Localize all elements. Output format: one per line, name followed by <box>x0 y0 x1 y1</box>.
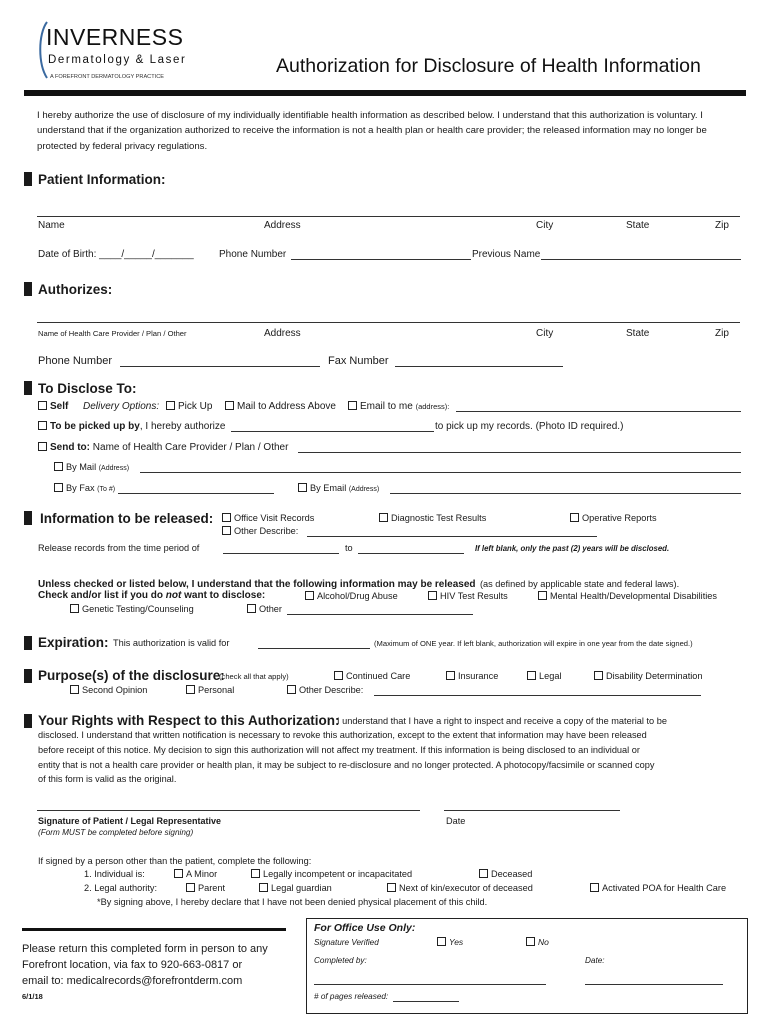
email-checkbox[interactable] <box>348 401 357 410</box>
expiration-line[interactable] <box>258 648 370 649</box>
provider-fax-label: Fax Number <box>328 355 389 367</box>
disclose-heading: To Disclose To: <box>38 381 137 396</box>
picked-up-tail: to pick up my records. (Photo ID required.) <box>435 421 624 432</box>
rights-line-4: of this form is valid as the original. <box>38 774 177 784</box>
return-line-1: Please return this completed form in person to any <box>22 943 268 955</box>
individual-label: 1. Individual is: <box>84 869 145 879</box>
disability-checkbox[interactable] <box>594 671 603 680</box>
patient-name-label: Name <box>38 220 65 231</box>
period-label: Release records from the time period of <box>38 543 200 553</box>
by-mail-label: By Mail <box>66 462 97 472</box>
expiration-text: This authorization is valid for <box>113 638 230 648</box>
patient-phone-label: Phone Number <box>219 249 287 260</box>
parent-checkbox[interactable] <box>186 883 195 892</box>
logo-name: INVERNESS <box>46 24 184 50</box>
section-marker <box>24 714 32 728</box>
section-marker <box>24 511 32 525</box>
rights-heading: Your Rights with Respect to this Authorization: <box>38 713 340 728</box>
section-marker <box>24 381 32 395</box>
legal-label: Legal <box>539 671 562 681</box>
signature-line[interactable] <box>37 810 420 811</box>
delivery-options-label: Delivery Options: <box>83 401 160 412</box>
pickup-label: Pick Up <box>178 401 213 412</box>
period-from-line[interactable] <box>223 553 339 554</box>
purpose-other-option[interactable] <box>287 685 363 695</box>
guardian-label: Legal guardian <box>271 883 332 893</box>
mail-option[interactable] <box>225 401 336 412</box>
minor-option[interactable] <box>174 869 217 879</box>
by-email-label: By Email <box>310 483 347 493</box>
by-mail-option[interactable] <box>54 462 129 472</box>
alcohol-option[interactable] <box>305 591 398 601</box>
insurance-checkbox[interactable] <box>446 671 455 680</box>
alcohol-checkbox[interactable] <box>305 591 314 600</box>
authority-label: 2. Legal authority: <box>84 883 158 893</box>
hiv-option[interactable] <box>428 591 508 601</box>
by-email-checkbox[interactable] <box>298 483 307 492</box>
period-to-label: to <box>345 543 353 553</box>
office-no-checkbox[interactable] <box>526 937 535 946</box>
mental-label: Mental Health/Developmental Disabilities <box>550 591 717 601</box>
by-email-note: (Address) <box>348 486 380 493</box>
dob-field[interactable]: Date of Birth: ____/_____/_______ <box>38 249 194 260</box>
return-line-3: email to: medicalrecords@forefrontderm.com <box>22 975 243 987</box>
released-other-line[interactable] <box>307 536 597 537</box>
email-option[interactable] <box>348 401 449 412</box>
office-verified: Signature Verified <box>314 938 379 947</box>
office-completed: Completed by: <box>314 956 367 965</box>
check-not: not <box>165 590 182 601</box>
previous-name-line[interactable] <box>541 259 741 260</box>
provider-fax-line[interactable] <box>395 366 563 367</box>
personal-label: Personal <box>198 685 235 695</box>
signature-label: Signature of Patient / Legal Representative <box>38 816 222 826</box>
parent-option[interactable] <box>186 883 225 893</box>
unless-note: (as defined by applicable state and federal laws). <box>479 579 680 589</box>
unless-other-line[interactable] <box>287 614 473 615</box>
section-marker <box>24 636 32 650</box>
patient-state-label: State <box>626 220 650 231</box>
hiv-label: HIV Test Results <box>440 591 508 601</box>
minor-label: A Minor <box>186 869 218 879</box>
office-yes-option[interactable] <box>437 937 463 947</box>
mail-checkbox[interactable] <box>225 401 234 410</box>
provider-city-label: City <box>536 328 554 339</box>
by-mail-line[interactable] <box>140 472 741 473</box>
signature-date-label: Date <box>446 816 466 826</box>
logo-sub: Dermatology & Laser <box>48 54 187 66</box>
email-address-line[interactable] <box>456 411 741 412</box>
email-note: (address): <box>415 402 450 411</box>
legal-option[interactable] <box>527 671 561 681</box>
return-line-2: Forefront location, via fax to 920-663-0817 or <box>22 959 243 971</box>
minor-checkbox[interactable] <box>174 869 183 878</box>
deceased-checkbox[interactable] <box>479 869 488 878</box>
form-version: 6/1/18 <box>22 992 43 1001</box>
by-fax-line[interactable] <box>118 493 274 494</box>
deceased-label: Deceased <box>491 869 533 879</box>
purpose-other-label: Other Describe: <box>299 685 364 695</box>
office-visit-checkbox[interactable] <box>222 513 231 522</box>
picked-up-line[interactable] <box>231 431 434 432</box>
section-marker <box>24 282 32 296</box>
patient-city-label: City <box>536 220 554 231</box>
by-mail-note: (Address) <box>98 465 130 472</box>
office-date: Date: <box>585 956 605 965</box>
period-blank-note: If left blank, only the past (2) years will be disclosed. <box>475 544 670 553</box>
office-title: For Office Use Only: <box>314 922 416 934</box>
expiration-note: (Maximum of ONE year. If left blank, authorization will expire in one year from the date signed.) <box>374 639 693 648</box>
continued-care-checkbox[interactable] <box>334 671 343 680</box>
rights-line-1: disclosed. I understand that written notification is necessary to revoke this authorization, except to the extent that information may have been released <box>38 730 647 740</box>
purpose-note: (check all that apply) <box>219 672 289 681</box>
signature-date-line[interactable] <box>444 810 620 811</box>
poa-checkbox[interactable] <box>590 883 599 892</box>
incompetent-option[interactable] <box>251 869 412 879</box>
by-fax-label: By Fax <box>66 483 95 493</box>
kin-checkbox[interactable] <box>387 883 396 892</box>
guardian-checkbox[interactable] <box>259 883 268 892</box>
pickup-checkbox[interactable] <box>166 401 175 410</box>
personal-checkbox[interactable] <box>186 685 195 694</box>
poa-label: Activated POA for Health Care <box>602 883 727 893</box>
diagnostic-checkbox[interactable] <box>379 513 388 522</box>
released-other-checkbox[interactable] <box>222 526 231 535</box>
section-marker <box>24 172 32 186</box>
purpose-heading: Purpose(s) of the disclosure: <box>38 668 225 683</box>
patient-address-label: Address <box>264 220 301 231</box>
provider-zip-label: Zip <box>715 328 729 339</box>
disability-option[interactable] <box>594 671 703 681</box>
incompetent-label: Legally incompetent or incapacitated <box>263 869 413 879</box>
provider-phone-line[interactable] <box>120 366 320 367</box>
mental-option[interactable] <box>538 591 717 601</box>
picked-up-label: To be picked up by <box>50 421 140 432</box>
operative-option[interactable] <box>570 513 657 523</box>
patient-zip-label: Zip <box>715 220 729 231</box>
insurance-label: Insurance <box>458 671 499 681</box>
office-pages-line[interactable] <box>393 1001 459 1002</box>
office-use-box <box>306 918 748 1014</box>
period-to-line[interactable] <box>358 553 464 554</box>
operative-checkbox[interactable] <box>570 513 579 522</box>
purpose-other-line[interactable] <box>374 695 701 696</box>
page-title: Authorization for Disclosure of Health Information <box>276 55 701 77</box>
provider-address-label: Address <box>264 328 301 339</box>
unless-other-option[interactable] <box>247 604 282 614</box>
previous-name-label: Previous Name <box>472 249 541 260</box>
picked-up-checkbox[interactable] <box>38 421 47 430</box>
kin-label: Next of kin/executor of deceased <box>399 883 533 893</box>
released-heading: Information to be released: <box>40 511 214 526</box>
self-checkbox[interactable] <box>38 401 47 410</box>
picked-up-rest: , I hereby authorize <box>139 421 226 432</box>
released-other-label: Other Describe: <box>234 526 299 536</box>
genetic-label: Genetic Testing/Counseling <box>82 604 194 614</box>
incompetent-checkbox[interactable] <box>251 869 260 878</box>
by-mail-checkbox[interactable] <box>54 462 63 471</box>
alcohol-label: Alcohol/Drug Abuse <box>317 591 398 601</box>
send-to-checkbox[interactable] <box>38 442 47 451</box>
second-opinion-option[interactable] <box>70 685 147 695</box>
operative-label: Operative Reports <box>582 513 657 523</box>
released-other-option[interactable] <box>222 526 298 536</box>
kin-option[interactable] <box>387 883 533 893</box>
office-pages: # of pages released: <box>314 992 389 1001</box>
genetic-option[interactable] <box>70 604 194 614</box>
send-to-rest: Name of Health Care Provider / Plan / Other <box>92 442 289 453</box>
signature-note: (Form MUST be completed before signing) <box>38 828 194 837</box>
by-fax-note: (To #) <box>97 486 116 493</box>
continued-care-label: Continued Care <box>346 671 411 681</box>
patient-name-line[interactable] <box>37 216 740 217</box>
purpose-other-checkbox[interactable] <box>287 685 296 694</box>
continued-care-option[interactable] <box>334 671 410 681</box>
patient-phone-line[interactable] <box>291 259 471 260</box>
authorizes-heading: Authorizes: <box>38 282 113 297</box>
genetic-checkbox[interactable] <box>70 604 79 613</box>
logo-tagline: A FOREFRONT DERMATOLOGY PRACTICE <box>50 74 164 80</box>
insurance-option[interactable] <box>446 671 498 681</box>
personal-option[interactable] <box>186 685 234 695</box>
unless-statement: Unless checked or listed below, I understand that the following information may be released <box>38 579 476 590</box>
title-rule <box>24 90 746 96</box>
send-to-line[interactable] <box>298 452 741 453</box>
intro-paragraph: I hereby authorize the use of disclosure of my individually identifiable health information as described below. I understand that this authorization is voluntary. I understand that if the organization authorized to receive the information is not a health plan or health care provider; the released information may no longer be protected by federal privacy regulations. <box>37 110 707 152</box>
provider-line[interactable] <box>37 322 740 323</box>
self-option[interactable] <box>38 401 68 412</box>
provider-state-label: State <box>626 328 650 339</box>
office-yes-label: Yes <box>449 937 464 947</box>
send-to-label: Send to: <box>50 442 90 453</box>
parent-label: Parent <box>198 883 226 893</box>
office-no-label: No <box>538 937 549 947</box>
rights-line-2: before receipt of this notice. My decision to sign this authorization will not affect my treatment. If this information is being disclosed to an individual or <box>38 745 640 755</box>
declare-text: *By signing above, I hereby declare that I have not been denied physical placement of this child. <box>97 897 488 907</box>
picked-up-option[interactable] <box>38 421 225 432</box>
diagnostic-label: Diagnostic Test Results <box>391 513 487 523</box>
email-label: Email to me <box>360 401 413 412</box>
logo <box>36 18 186 82</box>
unless-other-label: Other <box>259 604 282 614</box>
section-marker <box>24 669 32 683</box>
second-opinion-checkbox[interactable] <box>70 685 79 694</box>
guardian-option[interactable] <box>259 883 332 893</box>
diagnostic-option[interactable] <box>379 513 486 523</box>
self-label: Self <box>50 401 69 412</box>
mail-label: Mail to Address Above <box>237 401 336 412</box>
footer-rule <box>22 928 286 931</box>
by-email-line[interactable] <box>390 493 741 494</box>
unless-line2 <box>38 590 265 601</box>
expiration-heading: Expiration: <box>38 635 109 650</box>
legal-checkbox[interactable] <box>527 671 536 680</box>
office-yes-checkbox[interactable] <box>437 937 446 946</box>
hiv-checkbox[interactable] <box>428 591 437 600</box>
office-visit-option[interactable] <box>222 513 314 523</box>
disability-label: Disability Determination <box>606 671 703 681</box>
rights-line-3: entity that is not a health care provider or health plan, it may be subject to re-disclosure and no longer protected. A photocopy/facsimile or scanned copy <box>38 760 655 770</box>
check-suffix: want to disclose: <box>181 590 266 601</box>
by-fax-option[interactable] <box>54 483 115 493</box>
send-to-option[interactable] <box>38 442 288 453</box>
pickup-option[interactable] <box>166 401 212 412</box>
office-visit-label: Office Visit Records <box>234 513 315 523</box>
unless-other-checkbox[interactable] <box>247 604 256 613</box>
second-opinion-label: Second Opinion <box>82 685 148 695</box>
poa-option[interactable] <box>590 883 726 893</box>
provider-label: Name of Health Care Provider / Plan / Other <box>38 329 187 338</box>
mental-checkbox[interactable] <box>538 591 547 600</box>
provider-phone-label: Phone Number <box>38 355 112 367</box>
office-date-line[interactable] <box>585 984 723 985</box>
deceased-option[interactable] <box>479 869 532 879</box>
check-prefix: Check and/or list if you do <box>38 590 166 601</box>
by-email-option[interactable] <box>298 483 379 493</box>
rights-first-line: I understand that I have a right to inspect and receive a copy of the material to be <box>337 716 667 726</box>
office-no-option[interactable] <box>526 937 549 947</box>
by-fax-checkbox[interactable] <box>54 483 63 492</box>
other-person-intro: If signed by a person other than the patient, complete the following: <box>38 856 312 866</box>
office-completed-line[interactable] <box>314 984 546 985</box>
patient-heading: Patient Information: <box>38 172 166 187</box>
